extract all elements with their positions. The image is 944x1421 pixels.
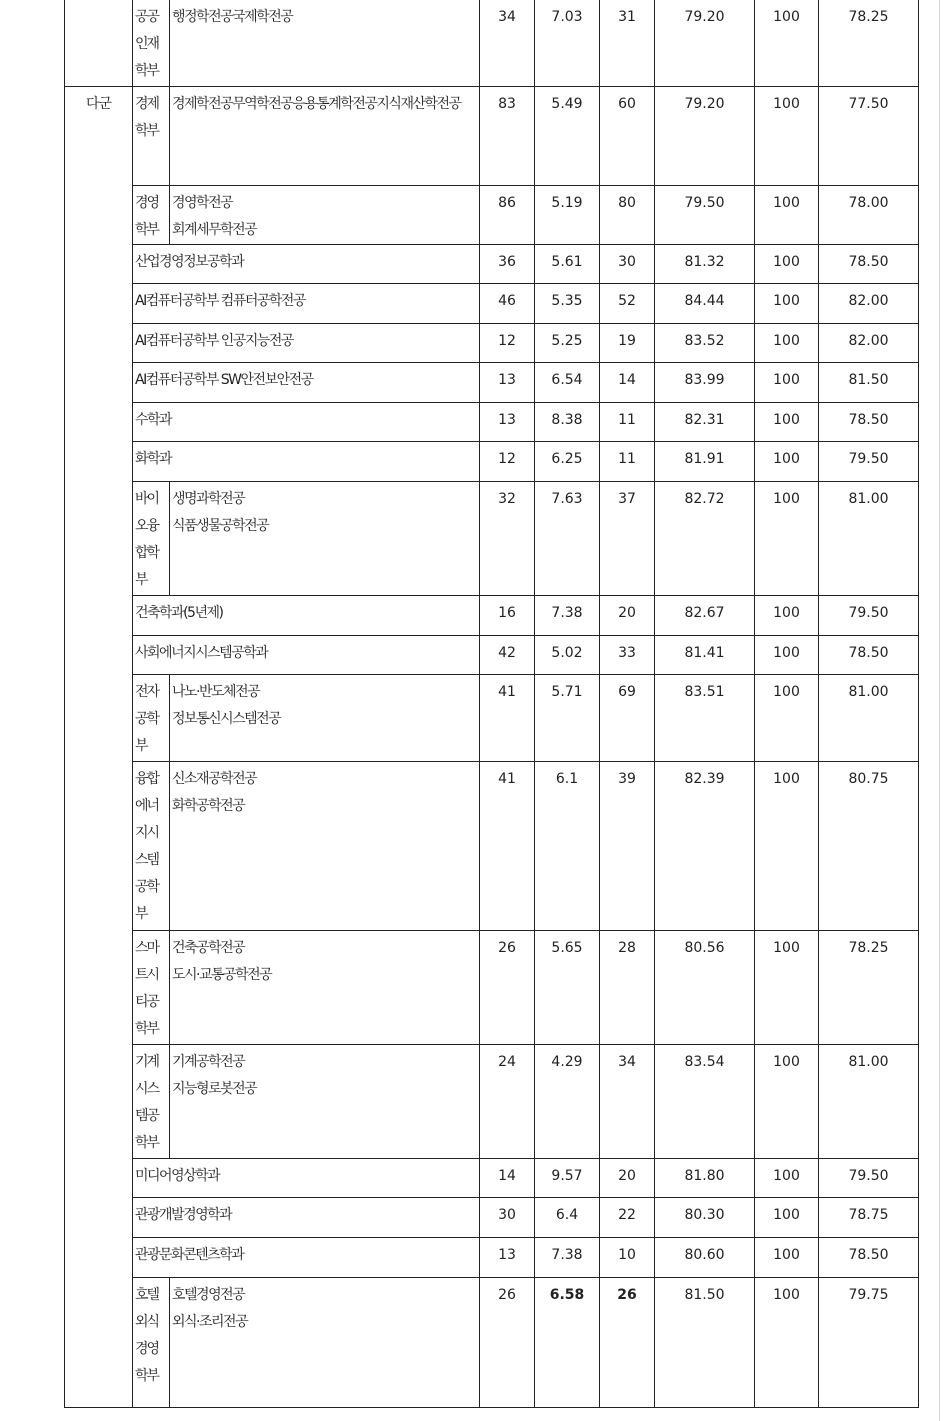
score-avg-cell: 81.91 bbox=[655, 442, 755, 482]
ratio-cell: 9.57 bbox=[535, 1159, 600, 1198]
table-row bbox=[65, 1238, 919, 1278]
score-max-cell: 100 bbox=[755, 403, 819, 442]
admissions-results-table bbox=[64, 0, 919, 1408]
ratio-cell: 7.03 bbox=[535, 0, 600, 87]
rank-cell: 22 bbox=[600, 1198, 655, 1238]
unit-cell: 사회에너지시스템공학과 bbox=[133, 636, 480, 675]
table-row bbox=[65, 245, 919, 284]
score-max-cell: 100 bbox=[755, 482, 819, 596]
table-row bbox=[65, 482, 919, 596]
rank-cell: 52 bbox=[600, 284, 655, 324]
unit-cell: 관광문화콘텐츠학과 bbox=[133, 1238, 480, 1278]
table-row bbox=[65, 636, 919, 675]
ratio-cell: 6.1 bbox=[535, 762, 600, 931]
unit-cell: 산업경영정보공학과 bbox=[133, 245, 480, 284]
table-row bbox=[65, 596, 919, 636]
score-max-cell: 100 bbox=[755, 87, 819, 186]
quota-cell: 36 bbox=[480, 245, 535, 284]
quota-cell: 16 bbox=[480, 596, 535, 636]
ratio-cell: 5.35 bbox=[535, 284, 600, 324]
score-avg-cell: 81.50 bbox=[655, 1278, 755, 1408]
unit-cell: 미디어영상학과 bbox=[133, 1159, 480, 1198]
ratio-cell: 7.38 bbox=[535, 1238, 600, 1278]
score-min-cell: 81.00 bbox=[819, 1045, 919, 1159]
score-max-cell: 100 bbox=[755, 762, 819, 931]
score-max-cell: 100 bbox=[755, 1159, 819, 1198]
ratio-cell: 5.49 bbox=[535, 87, 600, 186]
rank-cell: 37 bbox=[600, 482, 655, 596]
table-row bbox=[65, 403, 919, 442]
rank-cell: 60 bbox=[600, 87, 655, 186]
major-name: 정보통신시스템전공 bbox=[172, 711, 281, 727]
score-min-cell: 78.25 bbox=[819, 931, 919, 1045]
quota-cell: 24 bbox=[480, 1045, 535, 1159]
dept-cell: 경제학부 bbox=[133, 87, 170, 186]
quota-cell: 26 bbox=[480, 1278, 535, 1408]
quota-cell: 32 bbox=[480, 482, 535, 596]
major-name: 건축공학전공 bbox=[172, 940, 245, 956]
major-name: 생명과학전공 bbox=[172, 491, 245, 507]
ratio-cell: 6.25 bbox=[535, 442, 600, 482]
major-name: 나노·반도체전공 bbox=[172, 684, 260, 700]
score-max-cell: 100 bbox=[755, 0, 819, 87]
rank-cell: 19 bbox=[600, 324, 655, 363]
rank-cell: 34 bbox=[600, 1045, 655, 1159]
table-row bbox=[65, 324, 919, 363]
majors-cell bbox=[170, 931, 480, 1045]
majors-cell bbox=[170, 0, 480, 87]
quota-cell: 41 bbox=[480, 675, 535, 762]
group-cell-blank bbox=[65, 0, 133, 87]
score-avg-cell: 82.31 bbox=[655, 403, 755, 442]
ratio-cell: 5.25 bbox=[535, 324, 600, 363]
rank-cell: 11 bbox=[600, 403, 655, 442]
unit-cell: AI컴퓨터공학부 SW안전보안전공 bbox=[133, 363, 480, 403]
table-row bbox=[65, 442, 919, 482]
score-avg-cell: 83.51 bbox=[655, 675, 755, 762]
score-max-cell: 100 bbox=[755, 931, 819, 1045]
unit-cell: AI컴퓨터공학부 컴퓨터공학전공 bbox=[133, 284, 480, 324]
rank-cell: 11 bbox=[600, 442, 655, 482]
major-name: 행정학전공국제학전공 bbox=[172, 9, 293, 25]
score-avg-cell: 79.50 bbox=[655, 186, 755, 245]
dept-cell: 공공인재학부 bbox=[133, 0, 170, 87]
dept-cell: 융합에너지시스템공학부 bbox=[133, 762, 170, 931]
ratio-cell: 6.54 bbox=[535, 363, 600, 403]
quota-cell: 13 bbox=[480, 1238, 535, 1278]
rank-cell: 26 bbox=[600, 1278, 655, 1408]
quota-cell: 41 bbox=[480, 762, 535, 931]
unit-cell: 건축학과(5년제) bbox=[133, 596, 480, 636]
score-avg-cell: 82.67 bbox=[655, 596, 755, 636]
dept-cell: 바이오융합학부 bbox=[133, 482, 170, 596]
score-min-cell: 78.50 bbox=[819, 636, 919, 675]
quota-cell: 34 bbox=[480, 0, 535, 87]
score-avg-cell: 82.39 bbox=[655, 762, 755, 931]
major-name: 도시·교통공학전공 bbox=[172, 967, 272, 983]
score-max-cell: 100 bbox=[755, 596, 819, 636]
score-min-cell: 82.00 bbox=[819, 324, 919, 363]
ratio-cell: 7.63 bbox=[535, 482, 600, 596]
score-max-cell: 100 bbox=[755, 1278, 819, 1408]
rank-cell: 30 bbox=[600, 245, 655, 284]
ratio-cell: 6.4 bbox=[535, 1198, 600, 1238]
majors-cell bbox=[170, 1278, 480, 1408]
ratio-cell: 5.65 bbox=[535, 931, 600, 1045]
score-min-cell: 81.00 bbox=[819, 675, 919, 762]
score-min-cell: 78.50 bbox=[819, 245, 919, 284]
quota-cell: 86 bbox=[480, 186, 535, 245]
major-name: 호텔경영전공 bbox=[172, 1287, 245, 1303]
score-max-cell: 100 bbox=[755, 363, 819, 403]
rank-cell: 31 bbox=[600, 0, 655, 87]
rank-cell: 28 bbox=[600, 931, 655, 1045]
ratio-cell: 5.19 bbox=[535, 186, 600, 245]
major-name: 경영학전공 bbox=[172, 195, 233, 211]
score-avg-cell: 80.30 bbox=[655, 1198, 755, 1238]
unit-cell: 수학과 bbox=[133, 403, 480, 442]
score-min-cell: 79.75 bbox=[819, 1278, 919, 1408]
score-max-cell: 100 bbox=[755, 1045, 819, 1159]
score-max-cell: 100 bbox=[755, 636, 819, 675]
score-min-cell: 78.00 bbox=[819, 186, 919, 245]
major-name: 신소재공학전공 bbox=[172, 771, 257, 787]
score-min-cell: 82.00 bbox=[819, 284, 919, 324]
majors-cell bbox=[170, 482, 480, 596]
score-min-cell: 79.50 bbox=[819, 1159, 919, 1198]
major-name: 경제학전공무역학전공응용통계학전공지식재산학전공 bbox=[172, 96, 461, 112]
score-min-cell: 77.50 bbox=[819, 87, 919, 186]
score-min-cell: 79.50 bbox=[819, 596, 919, 636]
rank-cell: 14 bbox=[600, 363, 655, 403]
dept-cell: 전자공학부 bbox=[133, 675, 170, 762]
page-edge-line bbox=[939, 0, 940, 1421]
score-max-cell: 100 bbox=[755, 245, 819, 284]
score-avg-cell: 84.44 bbox=[655, 284, 755, 324]
major-name: 회계세무학전공 bbox=[172, 222, 257, 238]
rank-cell: 20 bbox=[600, 1159, 655, 1198]
score-min-cell: 78.50 bbox=[819, 1238, 919, 1278]
majors-cell bbox=[170, 1045, 480, 1159]
score-max-cell: 100 bbox=[755, 1238, 819, 1278]
quota-cell: 46 bbox=[480, 284, 535, 324]
quota-cell: 30 bbox=[480, 1198, 535, 1238]
score-min-cell: 78.50 bbox=[819, 403, 919, 442]
dept-cell: 스마트시티공학부 bbox=[133, 931, 170, 1045]
table-row bbox=[65, 1198, 919, 1238]
table-row bbox=[65, 1045, 919, 1159]
score-max-cell: 100 bbox=[755, 442, 819, 482]
major-name: 기계공학전공 bbox=[172, 1054, 245, 1070]
ratio-cell: 5.02 bbox=[535, 636, 600, 675]
score-max-cell: 100 bbox=[755, 1198, 819, 1238]
score-min-cell: 80.75 bbox=[819, 762, 919, 931]
score-avg-cell: 83.52 bbox=[655, 324, 755, 363]
dept-cell: 경영학부 bbox=[133, 186, 170, 245]
rank-cell: 33 bbox=[600, 636, 655, 675]
dept-cell: 호텔외식경영학부 bbox=[133, 1278, 170, 1408]
table-row bbox=[65, 1278, 919, 1408]
unit-cell: AI컴퓨터공학부 인공지능전공 bbox=[133, 324, 480, 363]
score-min-cell: 79.50 bbox=[819, 442, 919, 482]
score-avg-cell: 83.54 bbox=[655, 1045, 755, 1159]
quota-cell: 13 bbox=[480, 363, 535, 403]
ratio-cell: 8.38 bbox=[535, 403, 600, 442]
rank-cell: 10 bbox=[600, 1238, 655, 1278]
table-row bbox=[65, 186, 919, 245]
score-avg-cell: 81.32 bbox=[655, 245, 755, 284]
rank-cell: 39 bbox=[600, 762, 655, 931]
dept-cell: 기계시스템공학부 bbox=[133, 1045, 170, 1159]
ratio-cell: 6.58 bbox=[535, 1278, 600, 1408]
table-row bbox=[65, 762, 919, 931]
score-min-cell: 81.50 bbox=[819, 363, 919, 403]
ratio-cell: 5.61 bbox=[535, 245, 600, 284]
table-row bbox=[65, 284, 919, 324]
rank-cell: 69 bbox=[600, 675, 655, 762]
rank-cell: 80 bbox=[600, 186, 655, 245]
rank-cell: 20 bbox=[600, 596, 655, 636]
score-max-cell: 100 bbox=[755, 324, 819, 363]
score-avg-cell: 80.56 bbox=[655, 931, 755, 1045]
ratio-cell: 7.38 bbox=[535, 596, 600, 636]
unit-cell: 화학과 bbox=[133, 442, 480, 482]
table-row bbox=[65, 1159, 919, 1198]
major-name: 지능형로봇전공 bbox=[172, 1081, 257, 1097]
ratio-cell: 4.29 bbox=[535, 1045, 600, 1159]
table-row bbox=[65, 0, 919, 87]
quota-cell: 14 bbox=[480, 1159, 535, 1198]
table-row bbox=[65, 87, 919, 186]
score-max-cell: 100 bbox=[755, 186, 819, 245]
score-min-cell: 78.75 bbox=[819, 1198, 919, 1238]
score-avg-cell: 81.80 bbox=[655, 1159, 755, 1198]
table-row bbox=[65, 675, 919, 762]
major-name: 식품생물공학전공 bbox=[172, 518, 269, 534]
table-row bbox=[65, 363, 919, 403]
majors-cell bbox=[170, 87, 480, 186]
quota-cell: 26 bbox=[480, 931, 535, 1045]
quota-cell: 12 bbox=[480, 442, 535, 482]
quota-cell: 13 bbox=[480, 403, 535, 442]
score-avg-cell: 82.72 bbox=[655, 482, 755, 596]
quota-cell: 83 bbox=[480, 87, 535, 186]
score-min-cell: 81.00 bbox=[819, 482, 919, 596]
score-avg-cell: 83.99 bbox=[655, 363, 755, 403]
ratio-cell: 5.71 bbox=[535, 675, 600, 762]
major-name: 외식·조리전공 bbox=[172, 1314, 248, 1330]
score-min-cell: 78.25 bbox=[819, 0, 919, 87]
score-max-cell: 100 bbox=[755, 284, 819, 324]
table-row bbox=[65, 931, 919, 1045]
unit-cell: 관광개발경영학과 bbox=[133, 1198, 480, 1238]
major-name: 화학공학전공 bbox=[172, 798, 245, 814]
score-avg-cell: 81.41 bbox=[655, 636, 755, 675]
score-avg-cell: 79.20 bbox=[655, 0, 755, 87]
majors-cell bbox=[170, 186, 480, 245]
quota-cell: 42 bbox=[480, 636, 535, 675]
score-avg-cell: 79.20 bbox=[655, 87, 755, 186]
score-avg-cell: 80.60 bbox=[655, 1238, 755, 1278]
majors-cell bbox=[170, 762, 480, 931]
score-max-cell: 100 bbox=[755, 675, 819, 762]
group-label-cell: 다군 bbox=[65, 87, 133, 1408]
majors-cell bbox=[170, 675, 480, 762]
quota-cell: 12 bbox=[480, 324, 535, 363]
